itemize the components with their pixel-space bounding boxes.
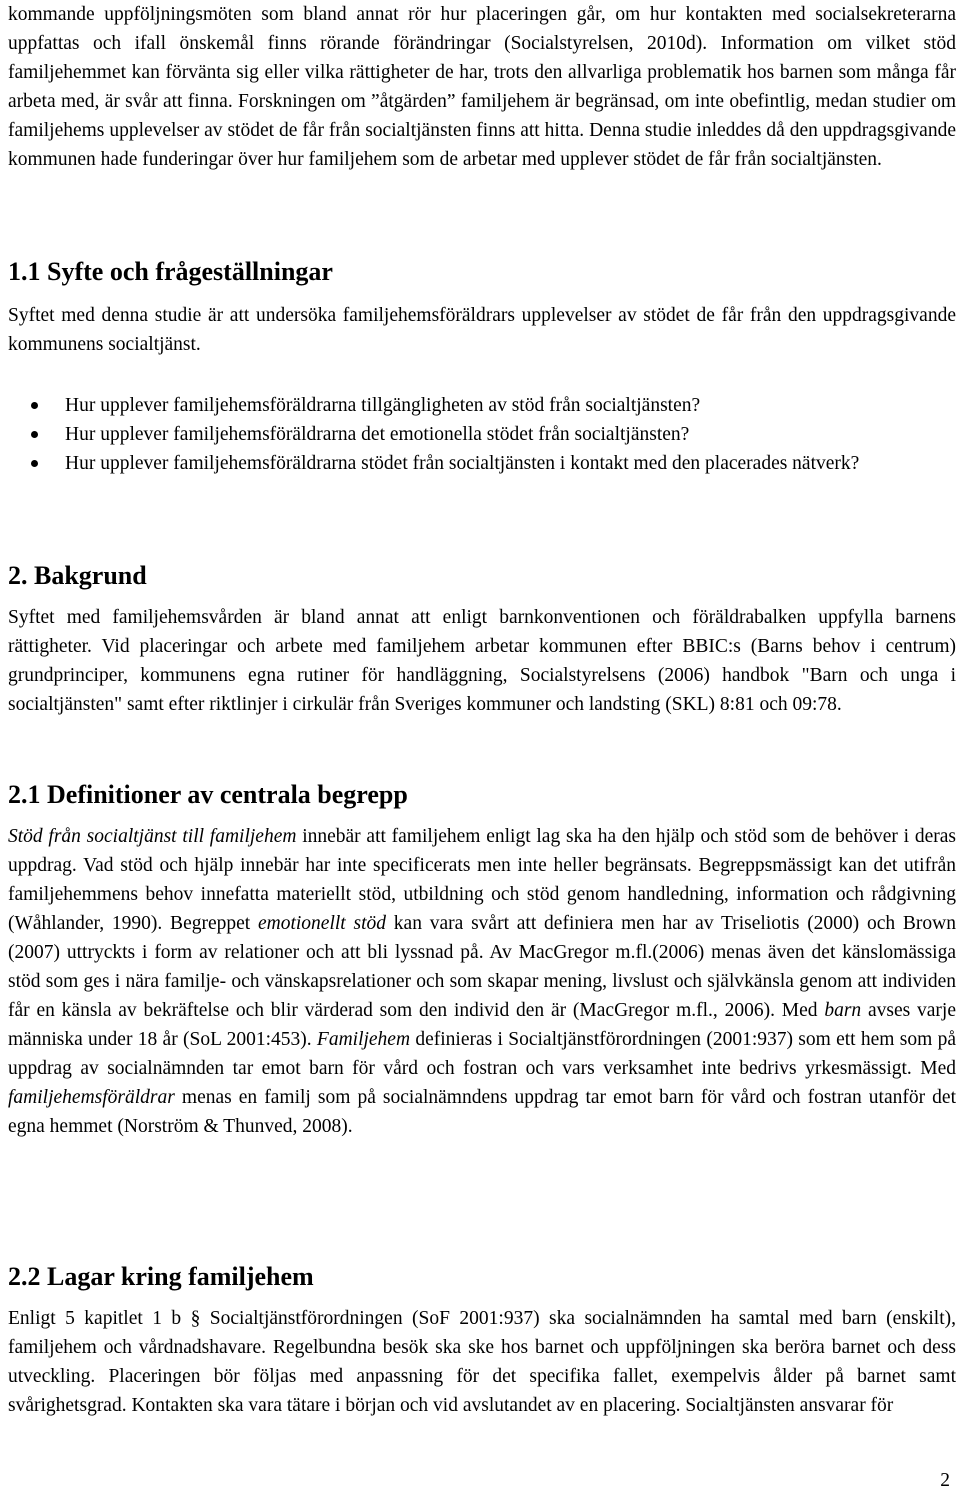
page-number: 2	[940, 1470, 950, 1491]
paragraph-syfte: Syftet med denna studie är att undersöka familjehemsföräldrars upplevelser av stödet de får från den uppdragsgivande kommunens socialtjänst.	[8, 305, 956, 355]
list-item: Hur upplever familjehemsföräldrarna stödet från socialtjänsten i kontakt med den placerades nätverk?	[8, 449, 956, 478]
paragraph-intro: kommande uppföljningsmöten som bland annat rör hur placeringen går, om hur kontakten med socialsekreterarna uppfattas och ifall önskemål finns rörande förändringar (Socialstyrelsen, 2010d). Information om vilket stöd familjehemmet kan förvänta sig eller vilka rättigheter de har, trots den allvarliga problematik hos barnen som många får arbeta med, är svår att finna. Forskningen om ”åtgärden” familjehem är begränsad, om inte obefintlig, medan studier om familjehems upplevelser av stödet de får från socialtjänsten finns att hitta. Denna studie inleddes då den uppdragsgivande kommunen hade funderingar över hur familjehem som de arbetar med upplever stödet de får från socialtjänsten.	[8, 4, 956, 170]
bullet-icon	[31, 402, 38, 409]
bullet-icon	[31, 460, 38, 467]
list-item: Hur upplever familjehemsföräldrarna tillgängligheten av stöd från socialtjänsten?	[8, 391, 956, 420]
list-item: Hur upplever familjehemsföräldrarna det emotionella stödet från socialtjänsten?	[8, 420, 956, 449]
bullet-icon	[31, 431, 38, 438]
heading-1-1: 1.1 Syfte och frågeställningar	[8, 257, 333, 286]
research-questions-list	[8, 391, 956, 478]
heading-2-2: 2.2 Lagar kring familjehem	[8, 1262, 314, 1291]
heading-2-1: 2.1 Definitioner av centrala begrepp	[8, 780, 408, 809]
paragraph-bakgrund: Syftet med familjehemsvården är bland annat att enligt barnkonventionen och föräldrabalken uppfylla barnens rättigheter. Vid placeringar och arbete med familjehem arbetar kommunen efter BBIC:s (Barns behov i centrum) grundprinciper, kommunens egna rutiner för handläggning, Socialstyrelsens (2006) handbok "Barn och unga i socialtjänsten" samt efter riktlinjer i cirkulär från Sveriges kommuner och landsting (SKL) 8:81 och 09:78.	[8, 607, 956, 715]
paragraph-lagar: Enligt 5 kapitlet 1 b § Socialtjänstförordningen (SoF 2001:937) ska socialnämnden ha samtal med barn (enskilt), familjehem och vårdnadshavare. Regelbundna besök ska ske hos barnet och uppföljningen ska beröra barnet och dess utveckling. Placeringen bör följas med anpassning för det specifika fallet, exempelvis ålder på barnet samt svårighetsgrad. Kontakten ska vara tätare i början och vid avslutandet av en placering. Socialtjänsten ansvarar för	[8, 1308, 956, 1416]
paragraph-definitioner: Stöd från socialtjänst till familjehem innebär att familjehem enligt lag ska ha den hjälp och stöd som de behöver i deras uppdrag. Vad stöd och hjälp innebär har inte specificerats men inte heller begränsats. Begreppsmässigt kan det utifrån familjehemmens behov innefatta materiellt stöd, utbildning och stöd genom handledning, information och rådgivning (Wåhlander, 1990). Begreppet emotionellt stöd kan vara svårt att definiera men har av Triseliotis (2000) och Brown (2007) uttryckts i form av relationer och att bli lyssnad på. Av MacGregor m.fl.(2006) menas även det känslomässiga stöd som ges i nära familje- och vänskapsrelationer och som skapar mening, livslust och självkänsla genom att individen får en känsla av bekräftelse och blir värderad som den individ den är (MacGregor m.fl., 2006). Med barn avses varje människa under 18 år (SoL 2001:453). Familjehem definieras i Socialtjänstförordningen (2001:937) som ett hem som på uppdrag av socialnämnden tar emot barn för vård och fostran och vars verksamhet inte bedrivs yrkesmässigt. Med familjehemsföräldrar menas en familj som på socialnämndens uppdrag tar emot barn för vård och fostran utanför det egna hemmet (Norström & Thunved, 2008).	[8, 826, 956, 1137]
heading-2: 2. Bakgrund	[8, 561, 147, 590]
